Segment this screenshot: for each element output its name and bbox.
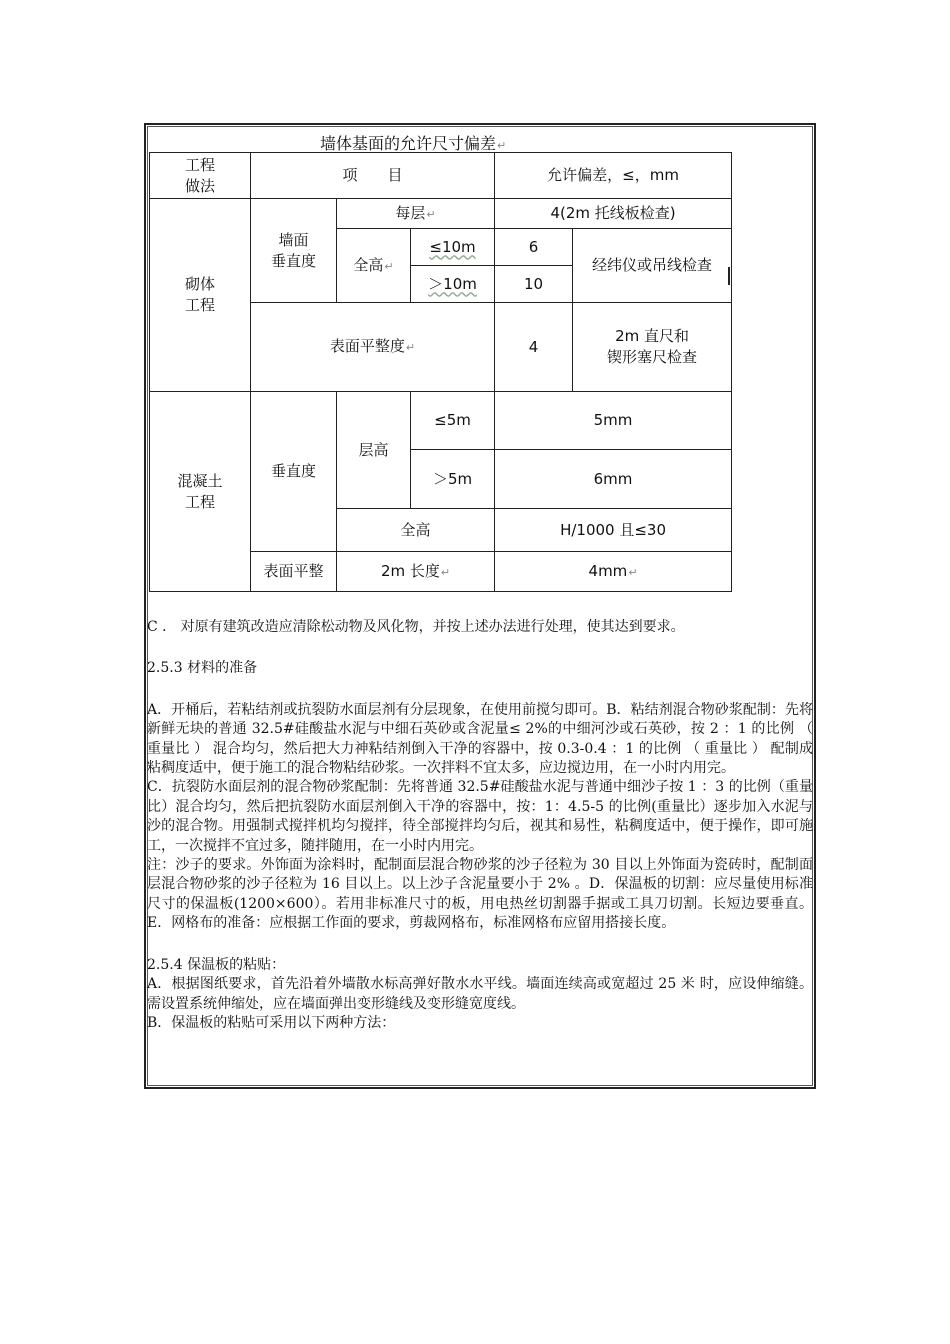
paragraph-254-a: A．根据图纸要求，首先沿着外墙散水标高弹好散水水平线。墙面连续高或宽超过 25 米 时，应设伸缩缝。需设置系统伸缩处，应在墙面弹出变形缝线及变形缝宽度线。 — [147, 976, 813, 1012]
concrete-full-height-value: H/1000 且≤30 — [495, 509, 732, 552]
concrete-vertical: 垂直度 — [251, 392, 337, 552]
masonry-gt10-label: ＞10m — [411, 266, 495, 303]
concrete-gt5-value: 6mm — [495, 450, 732, 509]
body-text — [147, 618, 813, 1033]
masonry-category: 砌体 工程 — [150, 199, 251, 392]
masonry-flatness-method: 2m 直尺和 锲形塞尺检查 — [573, 303, 732, 392]
paragraph-note: 注：沙子的要求。外饰面为涂料时，配制面层混合物砂浆的沙子径粒为 30 目以上外饰面为瓷砖时，配制面层混合物砂浆的沙子径粒为 16 目以上。以上沙子含泥量要小于 2% 。D．保温板的切割：应尽量使用标准尺寸的保温板(1200×600）。若用非标准尺寸的板，用电热丝切割器手据或工具刀切割。长短边要垂直。E．网格布的准备：应根据工作面的要求，剪裁网格布，标准网格布应留用搭接长度。 — [147, 857, 813, 932]
header-item: 项 目 — [251, 153, 495, 199]
concrete-gt5-label: ＞5m — [411, 450, 495, 509]
paragraph-c-mortar: C．抗裂防水面层剂的混合物砂浆配制：先将普通 32.5#硅酸盐水泥与普通中细沙子按 1 ：3 的比例（重量比）混合均匀，然后把抗裂防水面层剂倒入干净的容器中，按：1：4.5-5 的比例(重量比）逐步加入水泥与沙的混合物。用强制式搅拌机均匀搅拌，待全部搅拌均匀后，视其和易性，粘稠度适中，便于操作，即可施工，一次搅拌不宜过多，随拌随用，在一小时内用完。 — [147, 779, 813, 854]
masonry-per-floor-value: 4(2m 托线板检查) — [495, 199, 732, 229]
paragraph-254-b: B．保温板的粘贴可采用以下两种方法： — [147, 1014, 396, 1031]
paragraph-c: C ． 对原有建筑改造应清除松动物及风化物，并按上述办法进行处理，使其达到要求。 — [147, 619, 685, 635]
concrete-flatness-length: 2m 长度↵ — [337, 552, 495, 592]
table-caption: 墙体基面的允许尺寸偏差↵ — [320, 134, 507, 153]
concrete-le5-value: 5mm — [495, 392, 732, 450]
paragraph-a-b: A．开桶后，若粘结剂或抗裂防水面层剂有分层现象，在使用前搅匀即可。B．粘结剂混合物砂浆配制：先将新鲜无块的普通 32.5#硅酸盐水泥与中细石英砂或含泥量≤ 2%的中细河沙或石英砂，按 2 ：1 的比例 （ 重量比 ） 混合均匀，然后把大力神粘结剂倒入干净的容器中，按 0.3-0.4 ：1 的比例 （ 重量比 ） 配制成粘稠度适中，便于施工的混合物粘结砂浆。一次拌料不宜太多，应边搅边用，在一小时内用完。 — [147, 701, 813, 777]
section-heading-2-5-4: 2.5.4 保温板的粘贴： — [147, 956, 286, 973]
section-heading-2-5-3: 2.5.3 材料的准备 — [147, 660, 258, 677]
table-edge-mark — [728, 267, 730, 285]
concrete-floor-height: 层高 — [337, 392, 411, 509]
masonry-le10-label: ≤10m — [411, 229, 495, 266]
tolerance-table — [149, 152, 732, 592]
masonry-flatness-value: 4 — [495, 303, 573, 392]
concrete-full-height-label: 全高 — [337, 509, 495, 552]
header-method: 工程 做法 — [150, 153, 251, 199]
masonry-gt10-value: 10 — [495, 266, 573, 303]
concrete-flatness-label: 表面平整 — [251, 552, 337, 592]
concrete-category: 混凝土 工程 — [150, 392, 251, 592]
concrete-flatness-value: 4mm↵ — [495, 552, 732, 592]
header-tolerance: 允许偏差，≤，mm — [495, 153, 732, 199]
masonry-flatness-label: 表面平整度↵ — [251, 303, 495, 392]
masonry-check-method: 经纬仪或吊线检查 — [573, 229, 732, 303]
masonry-full-height: 全高↵ — [337, 229, 411, 303]
masonry-wall-vertical: 墙面 垂直度 — [251, 199, 337, 303]
masonry-le10-value: 6 — [495, 229, 573, 266]
concrete-le5-label: ≤5m — [411, 392, 495, 450]
masonry-per-floor-label: 每层↵ — [337, 199, 495, 229]
